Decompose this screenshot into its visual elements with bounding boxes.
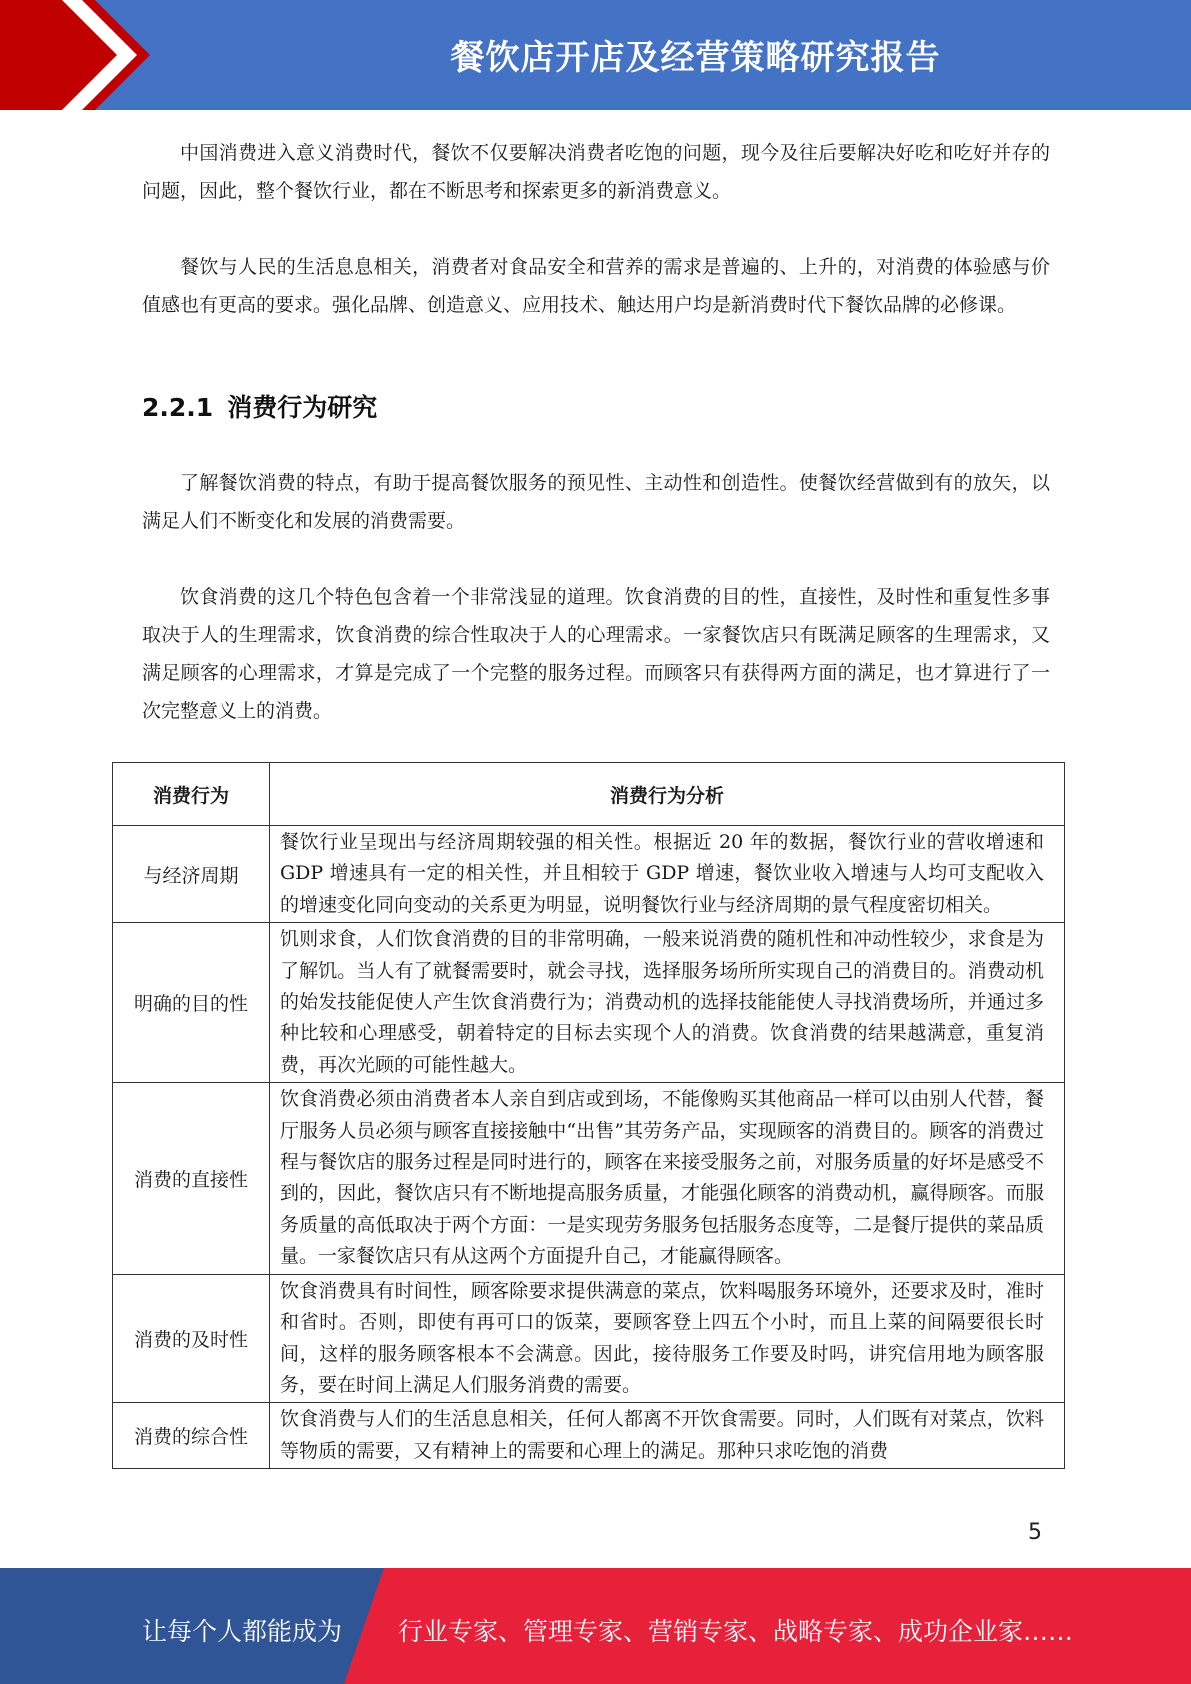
section-heading bbox=[142, 388, 377, 424]
page-number: 5 bbox=[1028, 1520, 1042, 1545]
table-row bbox=[113, 923, 1065, 1083]
table-row bbox=[113, 1274, 1065, 1403]
consumption-behavior-table bbox=[112, 762, 1065, 1469]
section-title: 消费行为研究 bbox=[227, 393, 378, 422]
chevron-arrow-decoration bbox=[0, 0, 160, 110]
analysis-cell: 饮食消费具有时间性，顾客除要求提供满意的菜点，饮料喝服务环境外，还要求及时，准时和省时。否则，即使有再可口的饭菜，要顾客登上四五个小时，而且上菜的间隔要很长时间，这样的服务顾客根本不会满意。因此，接待服务工作要及时吗，讲究信用地为顾客服务，要在时间上满足人们服务消费的需要。 bbox=[270, 1274, 1065, 1403]
table-row bbox=[113, 1403, 1065, 1469]
intro-paragraph-2: 餐饮与人民的生活息息相关，消费者对食品安全和营养的需求是普遍的、上升的，对消费的体验感与价值感也有更高的要求。强化品牌、创造意义、应用技术、触达用户均是新消费时代下餐饮品牌的必修课。 bbox=[142, 256, 1050, 316]
behavior-cell: 消费的直接性 bbox=[113, 1083, 270, 1274]
table-header-row bbox=[113, 763, 1065, 826]
intro-paragraph-1: 中国消费进入意义消费时代，餐饮不仅要解决消费者吃饱的问题，现今及往后要解决好吃和吃好并存的问题，因此，整个餐饮行业，都在不断思考和探索更多的新消费意义。 bbox=[142, 142, 1050, 202]
table-row bbox=[113, 826, 1065, 923]
section-paragraph-1: 了解餐饮消费的特点，有助于提高餐饮服务的预见性、主动性和创造性。使餐饮经营做到有的放矢，以满足人们不断变化和发展的消费需要。 bbox=[142, 472, 1050, 532]
behavior-cell: 与经济周期 bbox=[113, 826, 270, 923]
analysis-cell: 餐饮行业呈现出与经济周期较强的相关性。根据近 20 年的数据，餐饮行业的营收增速和 GDP 增速具有一定的相关性，并且相较于 GDP 增速，餐饮业收入增速与人均可支配收入的增速变化同向变动的关系更为明显，说明餐饮行业与经济周期的景气程度密切相关。 bbox=[270, 826, 1065, 923]
header-cell-analysis: 消费行为分析 bbox=[270, 763, 1065, 826]
analysis-cell: 饮食消费与人们的生活息息相关，任何人都离不开饮食需要。同时，人们既有对菜点，饮料等物质的需要，又有精神上的需要和心理上的满足。那种只求吃饱的消费 bbox=[270, 1403, 1065, 1469]
analysis-cell: 饮食消费必须由消费者本人亲自到店或到场，不能像购买其他商品一样可以由别人代替，餐厅服务人员必须与顾客直接接触中“出售”其劳务产品，实现顾客的消费目的。顾客的消费过程与餐饮店的服务过程是同时进行的，顾客在来接受服务之前，对服务质量的好坏是感受不到的，因此，餐饮店只有不断地提高服务质量，才能强化顾客的消费动机，赢得顾客。而服务质量的高低取决于两个方面：一是实现劳务服务包括服务态度等，二是餐厅提供的菜品质量。一家餐饮店只有从这两个方面提升自己，才能赢得顾客。 bbox=[270, 1083, 1065, 1274]
report-title: 餐饮店开店及经营策略研究报告 bbox=[450, 38, 941, 78]
page-header bbox=[0, 0, 1191, 110]
section-number: 2.2.1 bbox=[142, 393, 214, 422]
behavior-cell: 明确的目的性 bbox=[113, 923, 270, 1083]
analysis-cell: 饥则求食，人们饮食消费的目的非常明确，一般来说消费的随机性和冲动性较少，求食是为了解饥。当人有了就餐需要时，就会寻找，选择服务场所所实现自己的消费目的。消费动机的始发技能促使人产生饮食消费行为；消费动机的选择技能能使人寻找消费场所，并通过多种比较和心理感受，朝着特定的目标去实现个人的消费。饮食消费的结果越满意，重复消费，再次光顾的可能性越大。 bbox=[270, 923, 1065, 1083]
header-cell-behavior: 消费行为 bbox=[113, 763, 270, 826]
footer-slogan-right: 行业专家、管理专家、营销专家、战略专家、成功企业家…… bbox=[398, 1617, 1074, 1646]
footer-slogan-left: 让每个人都能成为 bbox=[142, 1617, 343, 1646]
table-row bbox=[113, 1083, 1065, 1274]
behavior-cell: 消费的综合性 bbox=[113, 1403, 270, 1469]
page-footer bbox=[0, 1568, 1191, 1684]
behavior-cell: 消费的及时性 bbox=[113, 1274, 270, 1403]
section-paragraph-2: 饮食消费的这几个特色包含着一个非常浅显的道理。饮食消费的目的性，直接性，及时性和重复性多事取决于人的生理需求，饮食消费的综合性取决于人的心理需求。一家餐饮店只有既满足顾客的生理需求，又满足顾客的心理需求，才算是完成了一个完整的服务过程。而顾客只有获得两方面的满足，也才算进行了一次完整意义上的消费。 bbox=[142, 586, 1050, 722]
